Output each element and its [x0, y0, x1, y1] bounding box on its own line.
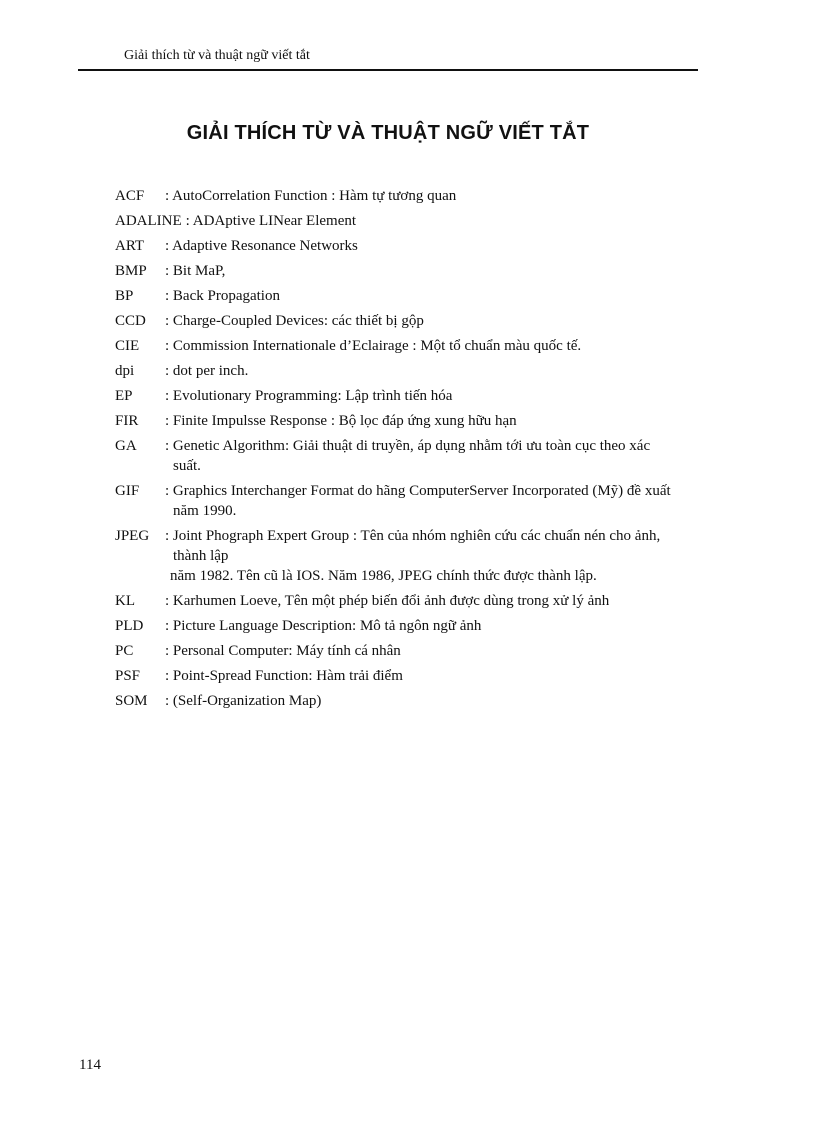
abbreviation-description: : Charge-Coupled Devices: các thiết bị gộp [165, 313, 424, 329]
page-number: 114 [79, 1057, 101, 1073]
abbreviation-term: ACF [115, 188, 145, 204]
abbreviation-term: GA [115, 438, 137, 454]
abbreviation-term: KL [115, 593, 135, 609]
list-item [115, 261, 705, 281]
abbreviation-term: FIR [115, 413, 139, 429]
abbreviation-term: PSF [115, 668, 141, 684]
list-item [115, 641, 705, 661]
abbreviation-term: ART [115, 238, 145, 254]
abbreviation-description: : Bit MaP, [165, 263, 226, 279]
list-item [115, 386, 705, 406]
header-rule [78, 69, 698, 71]
list-item [115, 236, 705, 256]
list-item [115, 666, 705, 686]
abbreviation-term: dpi [115, 363, 135, 379]
abbreviation-description: : Graphics Interchanger Format do hãng ComputerServer Incorporated (Mỹ) đề xuất năm 1990. [165, 483, 671, 519]
abbreviation-term: CCD [115, 313, 146, 329]
list-item-continuation [115, 566, 705, 586]
abbreviation-term: EP [115, 388, 133, 404]
abbreviation-description: : Commission Internationale d’Eclairage : Một tổ chuẩn màu quốc tế. [165, 338, 582, 354]
abbreviation-description: : Personal Computer: Máy tính cá nhân [165, 643, 401, 659]
abbreviation-description: : dot per inch. [165, 363, 249, 379]
list-item [115, 591, 705, 611]
page-title: GIẢI THÍCH TỪ VÀ THUẬT NGỮ VIẾT TẮT [186, 122, 590, 144]
abbreviation-term: BMP [115, 263, 147, 279]
abbreviation-description: : AutoCorrelation Function : Hàm tự tương quan [165, 188, 457, 204]
abbreviation-term: ADALINE [115, 213, 182, 229]
abbreviation-term: PC [115, 643, 134, 659]
list-item [115, 186, 705, 206]
list-item [115, 211, 705, 231]
abbreviation-term: SOM [115, 693, 148, 709]
list-item [115, 336, 705, 356]
list-item [115, 286, 705, 306]
abbreviation-description: : Evolutionary Programming: Lập trình tiến hóa [165, 388, 453, 404]
abbreviation-description: : Picture Language Description: Mô tả ngôn ngữ ảnh [165, 618, 482, 634]
abbreviation-description: : ADAptive LINear Element [185, 213, 357, 229]
abbreviation-term: CIE [115, 338, 140, 354]
abbreviation-description: : Back Propagation [165, 288, 280, 304]
abbreviation-term: BP [115, 288, 134, 304]
abbreviation-description: : (Self-Organization Map) [165, 693, 322, 709]
list-item [115, 436, 705, 476]
abbreviation-term: JPEG [115, 528, 150, 544]
abbreviation-description: : Adaptive Resonance Networks [165, 238, 358, 254]
abbreviation-term: PLD [115, 618, 144, 634]
jpeg-extra-line: năm 1982. Tên cũ là IOS. Năm 1986, JPEG chính thức được thành lập. [170, 568, 597, 584]
list-item [115, 691, 705, 711]
list-item [115, 526, 705, 566]
list-item [115, 411, 705, 431]
abbreviation-description: : Genetic Algorithm: Giải thuật di truyền, áp dụng nhằm tới ưu toàn cục theo xác suất. [165, 438, 651, 474]
list-item [115, 481, 705, 521]
abbreviation-description: : Karhumen Loeve, Tên một phép biến đổi ảnh được dùng trong xử lý ảnh [165, 593, 610, 609]
abbreviation-term: GIF [115, 483, 140, 499]
list-item [115, 361, 705, 381]
abbreviation-list [115, 186, 705, 716]
running-header: Giải thích từ và thuật ngữ viết tắt [124, 48, 310, 63]
abbreviation-description: : Joint Phograph Expert Group : Tên của nhóm nghiên cứu các chuẩn nén cho ảnh, thành lập [165, 528, 661, 564]
list-item [115, 311, 705, 331]
abbreviation-description: : Point-Spread Function: Hàm trải điểm [165, 668, 403, 684]
abbreviation-description: : Finite Impulsse Response : Bộ lọc đáp ứng xung hữu hạn [165, 413, 517, 429]
list-item [115, 616, 705, 636]
